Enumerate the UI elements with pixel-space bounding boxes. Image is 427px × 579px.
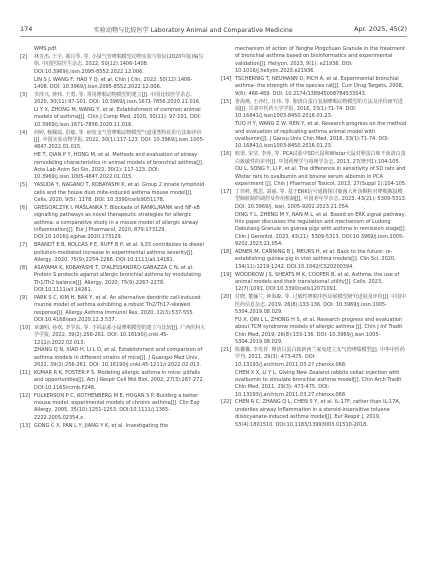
reference-text: WOODROW J S, SHEATS M K, COOPER B, et al. Asthma: the use of animal models and their translational utility[J]. Cells, 2023, 12(7):1091. DOI:10.3390/cells12071091.	[235, 271, 400, 293]
reference-number: [2]	[20, 53, 28, 60]
reference-entry	[20, 54, 206, 76]
reference-number: [16]	[221, 151, 232, 158]
reference-number: [6]	[20, 204, 28, 211]
reference-text: OU L, SONG Y, LI P, et al. The difference in sensitivity of SD rats and Wistar rats to ovalbumin and bovine serum albumin in PCA experiment [J]. Chin J Pharmacol Toxicol, 2013, 27(Suppl 1):104-105.	[235, 166, 407, 188]
reference-entry	[20, 130, 206, 152]
reference-text: GONG C X, PAN L Y, JIANG Y K, et al. Investigating the	[34, 422, 169, 429]
reference-number	[221, 166, 235, 188]
reference-entry	[20, 77, 206, 92]
reference-text: ASAYAMA K, KOBAYASHI T, D'ALESSANDRO-GABAZZA C N, et al. Protein S protects against allergic bronchial asthma by modulating Th1/Th2 balance[J]. Allergy, 2020, 75(9):2267-2278. DOI:10.1111/all.14261.	[34, 264, 201, 293]
reference-entry	[221, 76, 407, 98]
reference-text: HE T, QIAN P Y, HONG M, et al. Methods and evaluation of airway remodeling characteristics in animal models of bronchial asthma[J]. Acta Lab Anim Sci Sin, 2022, 30(1): 117-123. DOI: 10.3969/j.issn.1005-4847.2022.01.015.	[34, 152, 204, 181]
issue-info: Apr. 2025, 45(2)	[354, 25, 407, 33]
reference-number	[20, 347, 34, 369]
reference-entry	[20, 182, 206, 204]
reference-entry	[221, 370, 407, 399]
reference-number	[221, 317, 235, 346]
reference-text: 欧渠, 宋莹, 李萍, 等. PCA试验中SD大鼠和Wistar大鼠对卵蛋白和不血清白蛋白致敏性的差异[J]. 中国药理学与毒理学杂志, 2013, 27(增刊1):104-105.	[235, 151, 406, 165]
reference-number	[20, 152, 34, 181]
reference-entry	[20, 205, 206, 242]
reference-number: [11]	[20, 370, 31, 377]
reference-text: GREGORCZYK I, MAŚLANKA T. Blockade of RANKL/RANK and NF-κB signalling pathways as novel therapeutic strategies for allergic asthma: a comparative study in a mouse model of allergic airway inflammation[J]. Eur J Pharmacol, 2020, 879:173129. DOI:10.1016/j.ejphar.2020.173129.	[34, 204, 200, 241]
reference-text: 章谦明, 孙欢, 李学东, 等. 不同品系小鼠哮喘模型的建立与比较[J]. 广西医科大学学报, 2022, 39(2):256-261. DOI: 10.16190/j.cnki.45-1211/r.2022.02.013.	[34, 324, 206, 346]
reference-number: [8]	[20, 264, 28, 271]
reference-entry	[221, 249, 407, 271]
reference-text: PARK S C, KIM H, BAK Y, et al. An alternative dendritic cell-induced murine model of asthma exhibiting a robust Th2/Th17-skewed response[J]. Allergy Asthma Immunol Res, 2020, 12(3):537-555. DOI:10.4168/aair.2020.12.3.537.	[34, 294, 201, 323]
reference-text: CHEN X X, LI Y L. Giving New Zealand rabbits celiac injection with ovalbumin to simulate bronchial asthma model[J]. Chin Arch Tradit Chin Med, 2011, 29(3): 473-475. DOI: 10.13193/j.archtcm.2011.03.27.chenxx.068.	[235, 369, 402, 398]
reference-text: 丁佳岭, 熊思, 刘丽, 等. 基于ERK信号通路探讨鹿菌大补汤颗粒对哮喘豚鼠模型肺脏制的调控及作用机制[J]. 中国老年学杂志, 2023, 43(21): 5309-5313. DOI: 10.3969/j. issn. 1005-9202.2023.21.054.	[235, 189, 407, 210]
reference-text: LI Y X, ZHONG M, WANG Y, et al. Establishment of common animal models of asthma[J]. Chin J Comp Med, 2020, 30(11): 97-101. DOI: 10.3969/j.issn.1671-7856.2020.11.016.	[34, 107, 201, 128]
reference-number	[221, 121, 235, 150]
reference-number: [20]	[221, 294, 232, 301]
reference-number: [14]	[221, 75, 232, 82]
reference-number	[221, 212, 235, 249]
reference-text: DING Y L, ZHENG M Y, NAN M L, et al. Based on ERK signal pathway, this paper discusses the regulation and mechanism of Ludong Dabutang Granule on guinea pigs with asthma in remission stage[J]. Chin J Gerontol, 2023, 43(21): 5309-5313. DOI:10.3969/j.issn.1005-9202.2023.21.054.	[235, 211, 407, 248]
left-column	[20, 46, 206, 566]
page-number: 174	[20, 25, 33, 33]
reference-text: 何婷, 杨佩瑶, 洪敏, 等. 病发支气管哮喘动物模型气道重塑特征的方法和评价[J]. 中国实验动物学报, 2022, 30(1):117-123. DOI: 10.3969/j.issn.1005-4847.2022.01.015.	[34, 129, 205, 151]
reference-entry	[20, 265, 206, 294]
reference-continuation: mechanism of action of Yanghe Pingchuan Granule in the treatment of bronchial asthma based on bioinformatics and experimental validation[J]. Heliyon, 2023, 9(1): e21936. DOI: 10.1016/j.heliyon.2023.e21936.	[235, 46, 405, 75]
reference-entry	[20, 423, 206, 430]
reference-text: 付晓, 董骊兰, 钟海森, 等. 过敏性哮喘中医证候模型研究进展及评价[J]. 中国中医药信息杂志, 2019, 26(8):133-136. DOI: 10.3969/j.issn.1005-5304.2019.08.029.	[235, 294, 407, 315]
reference-text: TUO H Y, WANG Z W, REN Y, et al. Research progress on the method and evaluation of replicating asthma animal model with ovalbumin[J]. J Gansu Univ Chin Med, 2016, 33(1):71-74. DOI: 10.16841/j.issn1003-8450.2016.01.23.	[235, 121, 407, 150]
reference-entry	[20, 393, 206, 422]
reference-entry	[221, 121, 407, 150]
reference-number	[221, 370, 235, 399]
reference-entry	[221, 399, 407, 428]
reference-number: [4]	[20, 129, 28, 136]
reference-number: [18]	[221, 249, 232, 256]
reference-entry	[20, 295, 206, 324]
reference-text: 陈馨馨, 李发祥. 卵清白蛋白致新西兰家兔建立支气管哮喘模型[J]. 中华中医药学刊, 2011, 29(3): 473-475. DOI: 10.13193/j.archtcm.2011.03.27.chenxx.068.	[235, 346, 405, 368]
reference-entry	[221, 166, 407, 188]
reference-number: [3]	[20, 91, 28, 98]
reference-text: 李泽兴, 钟炜, 王勇, 等. 常用哮喘动物模型的建立[J]. 中国比较医学杂志, 2020, 30(11):97-101. DOI: 10.3969/j.issn.1671-7856.2020.11.016.	[34, 91, 201, 106]
reference-number: [5]	[20, 182, 28, 189]
reference-text: ADNER M, CANNING B J, MEURS H, et al. Back to the future: re-establishing guinea pig in vivo asthma models[J]. Clin Sci, 2020, 134(11):1219-1242. DOI:10.1042/CS20200394.	[235, 249, 396, 270]
reference-entry	[20, 347, 206, 369]
reference-number: [15]	[221, 98, 232, 105]
reference-entry	[221, 294, 407, 316]
reference-entry	[221, 189, 407, 211]
reference-entry	[221, 99, 407, 121]
reference-text: TSCHERNIG T, NEUMANN D, PICH A, et al. Experimental bronchial asthma- the strength of the species rat[J]. Curr Drug Targets, 2008, 9(6): 466-469. DOI: 10.2174/138945008784533543.	[235, 75, 404, 97]
reference-number: [22]	[221, 399, 232, 406]
reference-text: CHEN R C, ZHANG Q L, CHEN S Y, et al. IL-17F, rather than IL-17A, underlies airway inflammation in a steroid-insensitive toluene diisocyanate-induced asthma model[J]. Eur Respir J, 2019, 53(4):1801510. DOI:10.1183/13993003.01510-2018.	[235, 399, 401, 428]
reference-text: 皆海燕, 王亦红, 任伟, 等. 卵清白蛋白复制哮喘动物模型的方法及评价研究进展[J]. 甘肃中医药大学学报, 2016, 33(1):71-74. DOI: 10.16841/j.issn1003-8450.2016.01.23.	[235, 98, 403, 120]
reference-continuation: WMS.pdf.	[34, 46, 58, 52]
reference-text: BRANDT E B, BOLCAS P E, RUFF B P, et al. IL33 contributes to diesel pollution-mediated increase in experimental asthma severity[J]. Allergy, 2020, 75(9):2254-2266. DOI:10.1111/all.14181.	[34, 242, 204, 263]
reference-entry	[221, 272, 407, 294]
reference-text: FULKERSON P C, ROTHENBERG M E, HOGAN S P. Building a better mouse model: experimental models of chronic asthma[J]. Clin Exp Allergy, 2005, 35(10):1251-1253. DOI:10.1111/j.1365-2222.2005.02354.x.	[34, 392, 200, 421]
reference-text: YASUDA Y, NAGANO T, KOBAYASHI K, et al. Group 2 innate lymphoid cells and the house dust mite-induced asthma mouse model[J]. Cells, 2020, 9(5): 1178. DOI: 10.3390/cells9051178.	[34, 182, 205, 204]
reference-number: [13]	[20, 422, 31, 429]
reference-entry	[20, 107, 206, 129]
reference-text: KUMAR R K, FOSTER P S. Modeling allergic asthma in mice: pitfalls and opportunities[J]. Am J Respir Cell Mol Biol, 2002, 27(3):267-272. DOI:10.1165/rcmb.F248.	[34, 370, 205, 391]
reference-text: LIN S J, WANG F, HAO Y Q, et al. Chin J Clin, 2022, 50(12):1406-1408. DOI: 10.3969/j.issn.2095-8552.2022.12.006.	[34, 76, 193, 90]
reference-entry	[20, 242, 206, 264]
right-column	[221, 46, 407, 566]
reference-entry	[221, 317, 407, 346]
reference-entry	[20, 92, 206, 107]
reference-entry	[20, 370, 206, 392]
reference-number: [9]	[20, 294, 28, 301]
reference-text: FU X, QIN L L, ZHONG H S, et al. Research progress and evaluation about TCM syndrome models of allergic asthma [J]. Chin J Inf Tradit Chin Med, 2019, 26(8):133-136. DOI: 10.3969/j.issn.1005-5304.2019.08.029.	[235, 316, 403, 345]
reference-columns	[20, 46, 407, 566]
reference-entry	[221, 212, 407, 249]
page-header	[20, 22, 407, 37]
reference-entry	[20, 152, 206, 181]
reference-number: [17]	[221, 189, 232, 196]
reference-number	[20, 107, 34, 129]
reference-number: [19]	[221, 271, 232, 278]
reference-entry	[221, 151, 407, 166]
reference-entry	[20, 325, 206, 347]
reference-entry	[221, 347, 407, 369]
reference-text: ZHANG Q N, XIAO H, LI L D, et al. Establishment and comparison of asthma models in different strains of mice[J]. J Guangxi Med Univ, 2022, 39(2):256-261. DOI: 10.16190/j.cnki.45-1211/r.2022.02.013.	[34, 347, 203, 369]
reference-number: [10]	[20, 324, 31, 331]
reference-number: [7]	[20, 242, 28, 249]
reference-text: 林芳杰, 王宇, 郝月琴, 等. 小鼠气管哮喘模型动物实验与验证(2020年版)编写组. 中国医院医生杂志, 2022, 50(12):1406-1408. DOI:10.3969/j.issn.2095-8552.2022.12.006.	[34, 53, 204, 75]
journal-title: 实验动物与比较医学 Laboratory Animal and Comparative Medicine	[93, 26, 293, 34]
reference-number	[20, 77, 34, 92]
reference-number: [12]	[20, 392, 31, 399]
reference-number: [21]	[221, 346, 232, 353]
